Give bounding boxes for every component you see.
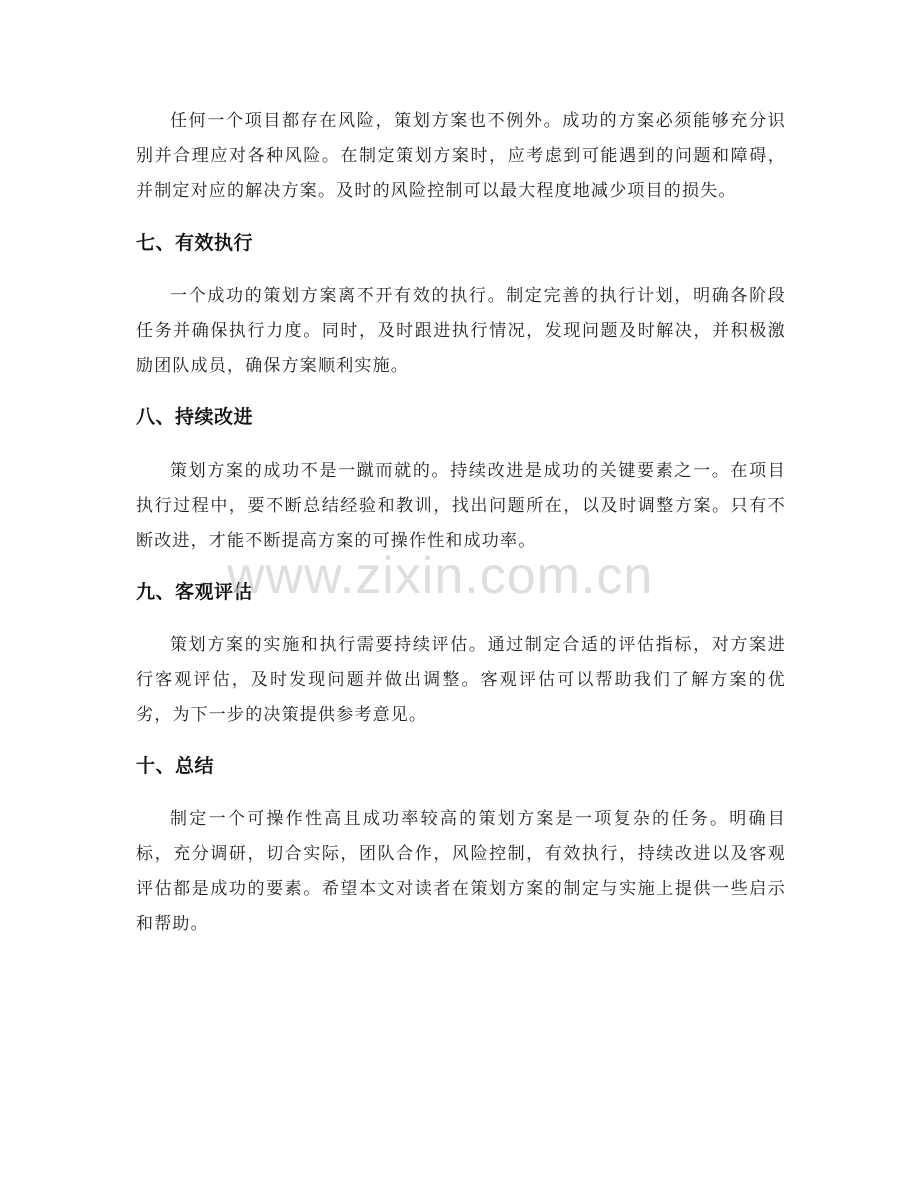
paragraph-risk-control: 任何一个项目都存在风险，策划方案也不例外。成功的方案必须能够充分识别并合理应对各种风险。在制定策划方案时，应考虑到可能遇到的问题和障碍，并制定对应的解决方案。及时的风险控制可以最大程度地减少项目的损失。 bbox=[136, 111, 786, 201]
watermark: www.zixin.com.cn bbox=[227, 547, 654, 605]
paragraph-summary: 制定一个可操作性高且成功率较高的策划方案是一项复杂的任务。明确目标，充分调研，切合实际，团队合作，风险控制，有效执行，持续改进以及客观评估都是成功的要素。希望本文对读者在策划方案的制定与实施上提供一些启示和帮助。 bbox=[136, 809, 786, 934]
heading-continuous-improvement: 八、持续改进 bbox=[136, 406, 254, 428]
heading-effective-execution: 七、有效执行 bbox=[136, 232, 254, 254]
heading-summary: 十、总结 bbox=[136, 755, 215, 777]
paragraph-continuous-improvement: 策划方案的成功不是一蹴而就的。持续改进是成功的关键要素之一。在项目执行过程中，要不断总结经验和教训，找出问题所在，以及时调整方案。只有不断改进，才能不断提高方案的可操作性和成功率。 bbox=[136, 461, 786, 551]
heading-objective-evaluation: 九、客观评估 bbox=[136, 581, 254, 603]
paragraph-effective-execution: 一个成功的策划方案离不开有效的执行。制定完善的执行计划，明确各阶段任务并确保执行力度。同时，及时跟进执行情况，发现问题及时解决，并积极激励团队成员，确保方案顺利实施。 bbox=[136, 286, 786, 376]
paragraph-objective-evaluation: 策划方案的实施和执行需要持续评估。通过制定合适的评估指标，对方案进行客观评估，及时发现问题并做出调整。客观评估可以帮助我们了解方案的优劣，为下一步的决策提供参考意见。 bbox=[136, 635, 786, 725]
